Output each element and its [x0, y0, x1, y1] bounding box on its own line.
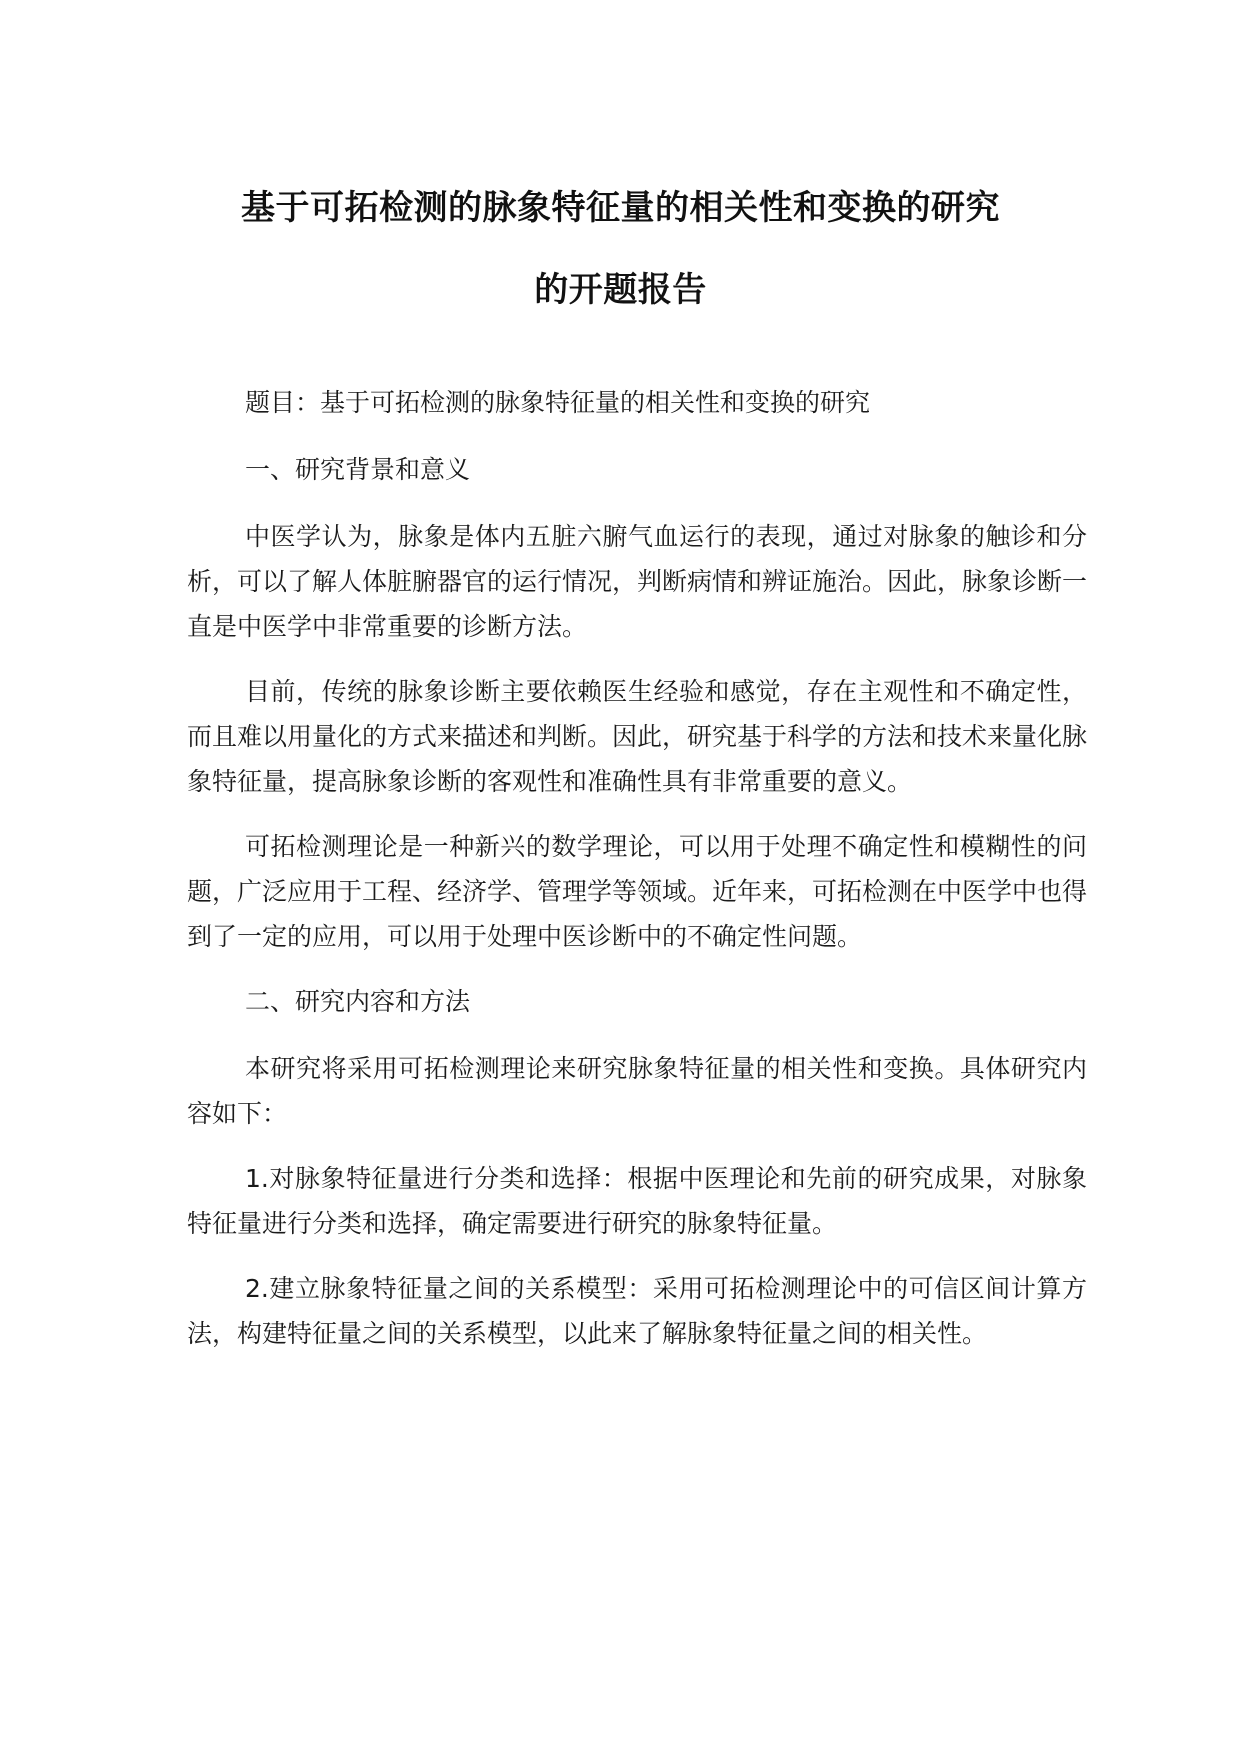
- section-heading-background: 一、研究背景和意义: [245, 455, 471, 484]
- paragraph-methods-intro: 本研究将采用可拓检测理论来研究脉象特征量的相关性和变换。具体研究内容如下：: [187, 1054, 1087, 1128]
- list-item-2: 2.建立脉象特征量之间的关系模型：采用可拓检测理论中的可信区间计算方法，构建特征量之间的关系模型，以此来了解脉象特征量之间的相关性。: [187, 1274, 1087, 1348]
- list-item-1: 1.对脉象特征量进行分类和选择：根据中医理论和先前的研究成果，对脉象特征量进行分类和选择，确定需要进行研究的脉象特征量。: [187, 1164, 1087, 1238]
- document-title-line-1: 基于可拓检测的脉象特征量的相关性和变换的研究: [241, 188, 1000, 228]
- document-title-line-2: 的开题报告: [534, 270, 707, 310]
- paragraph-background-2: 目前，传统的脉象诊断主要依赖医生经验和感觉，存在主观性和不确定性，而且难以用量化的方式来描述和判断。因此，研究基于科学的方法和技术来量化脉象特征量，提高脉象诊断的客观性和准确性具有非常重要的意义。: [187, 677, 1088, 796]
- topic-line: 题目：基于可拓检测的脉象特征量的相关性和变换的研究: [245, 388, 871, 417]
- section-heading-methods: 二、研究内容和方法: [245, 987, 471, 1016]
- document-body: [187, 380, 1087, 1376]
- paragraph-background-1: 中医学认为，脉象是体内五脏六腑气血运行的表现，通过对脉象的触诊和分析，可以了解人体脏腑器官的运行情况，判断病情和辨证施治。因此，脉象诊断一直是中医学中非常重要的诊断方法。: [187, 522, 1088, 641]
- paragraph-background-3: 可拓检测理论是一种新兴的数学理论，可以用于处理不确定性和模糊性的问题，广泛应用于工程、经济学、管理学等领域。近年来，可拓检测在中医学中也得到了一定的应用，可以用于处理中医诊断中的不确定性问题。: [187, 832, 1088, 951]
